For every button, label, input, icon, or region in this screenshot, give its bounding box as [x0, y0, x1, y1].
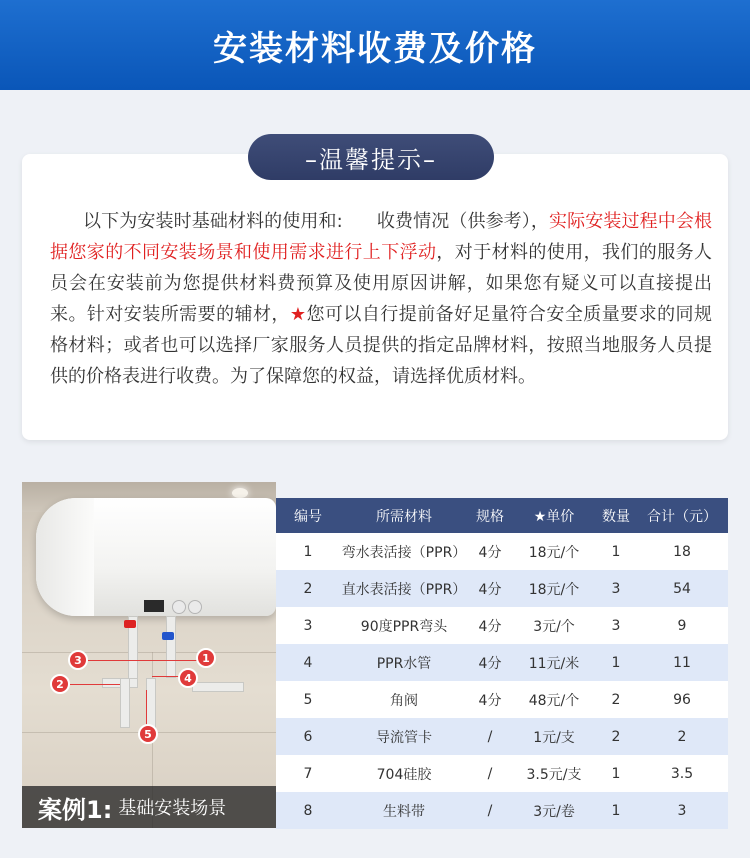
cell-material: 导流管卡	[340, 718, 468, 755]
cell-total: 18	[636, 533, 728, 570]
cell-quantity: 3	[596, 570, 636, 607]
marker-3: 3	[68, 650, 88, 670]
hot-water-valve	[124, 620, 136, 628]
cell-material: 生料带	[340, 792, 468, 829]
cell-index: 7	[276, 755, 340, 792]
cell-total: 96	[636, 681, 728, 718]
cell-spec: /	[468, 792, 512, 829]
water-pipe	[146, 678, 156, 728]
cell-index: 3	[276, 607, 340, 644]
cell-quantity: 1	[596, 644, 636, 681]
col-header: 所需材料	[340, 498, 468, 533]
marker-4: 4	[178, 668, 198, 688]
col-header: ★单价	[512, 498, 596, 533]
col-header: 编号	[276, 498, 340, 533]
table-row	[276, 607, 728, 644]
cell-index: 4	[276, 644, 340, 681]
col-header: 合计（元）	[636, 498, 728, 533]
case-caption	[22, 786, 276, 828]
heater-display	[144, 600, 164, 612]
cell-unit-price: 3元/卷	[512, 792, 596, 829]
marker-line	[88, 660, 134, 661]
star-icon: ★	[289, 304, 307, 325]
cell-quantity: 1	[596, 533, 636, 570]
cell-unit-price: 48元/个	[512, 681, 596, 718]
table-row	[276, 681, 728, 718]
cell-quantity: 1	[596, 792, 636, 829]
case-label: 基础安装场景	[118, 798, 227, 819]
col-header: 规格	[468, 498, 512, 533]
cell-spec: 4分	[468, 533, 512, 570]
cell-material: 弯水表活接（PPR）	[340, 533, 468, 570]
cell-spec: 4分	[468, 681, 512, 718]
table-row	[276, 570, 728, 607]
notice-title-pill: –温馨提示–	[248, 134, 494, 180]
page-title: 安装材料收费及价格	[213, 28, 537, 69]
cell-spec: /	[468, 755, 512, 792]
cell-material: PPR水管	[340, 644, 468, 681]
table-row	[276, 755, 728, 792]
table-header-row	[276, 498, 728, 533]
col-header: 数量	[596, 498, 636, 533]
cell-total: 3	[636, 792, 728, 829]
table-row	[276, 533, 728, 570]
cell-index: 6	[276, 718, 340, 755]
tile-line	[22, 652, 276, 653]
table-row	[276, 718, 728, 755]
table-row	[276, 792, 728, 829]
cell-material: 角阀	[340, 681, 468, 718]
heater-knob	[172, 600, 186, 614]
cell-total: 2	[636, 718, 728, 755]
cell-spec: 4分	[468, 644, 512, 681]
notice-text-1: 以下为安装时基础材料的使用和:	[83, 211, 343, 232]
drain-hose	[192, 682, 244, 692]
heater-knob	[188, 600, 202, 614]
cell-unit-price: 18元/个	[512, 570, 596, 607]
cell-quantity: 1	[596, 755, 636, 792]
marker-line	[134, 660, 198, 661]
cell-index: 1	[276, 533, 340, 570]
cell-material: 90度PPR弯头	[340, 607, 468, 644]
cell-index: 2	[276, 570, 340, 607]
cell-total: 3.5	[636, 755, 728, 792]
notice-paragraph	[50, 206, 712, 392]
cell-spec: 4分	[468, 570, 512, 607]
cell-quantity: 2	[596, 681, 636, 718]
cell-spec: 4分	[468, 607, 512, 644]
installation-photo	[22, 482, 276, 828]
marker-5: 5	[138, 724, 158, 744]
table-row	[276, 644, 728, 681]
cell-index: 5	[276, 681, 340, 718]
cell-spec: /	[468, 718, 512, 755]
page-header	[0, 0, 750, 90]
cell-index: 8	[276, 792, 340, 829]
cell-total: 11	[636, 644, 728, 681]
cell-quantity: 2	[596, 718, 636, 755]
cold-water-valve	[162, 632, 174, 640]
marker-1: 1	[196, 648, 216, 668]
marker-line	[70, 684, 120, 685]
marker-2: 2	[50, 674, 70, 694]
water-pipe	[120, 678, 130, 728]
cell-unit-price: 11元/米	[512, 644, 596, 681]
materials-price-table	[276, 498, 728, 829]
water-pipe	[166, 616, 176, 678]
cell-total: 9	[636, 607, 728, 644]
water-heater-cap	[36, 498, 94, 616]
cell-unit-price: 18元/个	[512, 533, 596, 570]
notice-text-3: ，对于材料的使用，我们的服务人员会在安装前为您提供材料费预算及使用原因讲解，如果您有疑义可以直接提出来。针对安装所需要的辅材，	[50, 242, 713, 325]
notice-text-2: 收费情况（供参考），	[376, 211, 550, 232]
case-number: 案例1:	[38, 795, 113, 824]
notice-text-4: 您可以自行提前备好足量符合安全质量要求的同规格材料；或者也可以选择厂家服务人员提供的指定品牌材料，按照当地服务人员提供的价格表进行收费。为了保障您的权益，请选择优质材料。	[50, 304, 712, 387]
notice-highlight: 实际安装过程中会根据您家的不同安装场景和使用需求进行上下浮动	[50, 211, 712, 263]
cell-unit-price: 1元/支	[512, 718, 596, 755]
cell-quantity: 3	[596, 607, 636, 644]
cell-unit-price: 3元/个	[512, 607, 596, 644]
cell-material: 直水表活接（PPR）	[340, 570, 468, 607]
cell-material: 704硅胶	[340, 755, 468, 792]
cell-total: 54	[636, 570, 728, 607]
ceiling-lamp	[232, 488, 248, 498]
cell-unit-price: 3.5元/支	[512, 755, 596, 792]
